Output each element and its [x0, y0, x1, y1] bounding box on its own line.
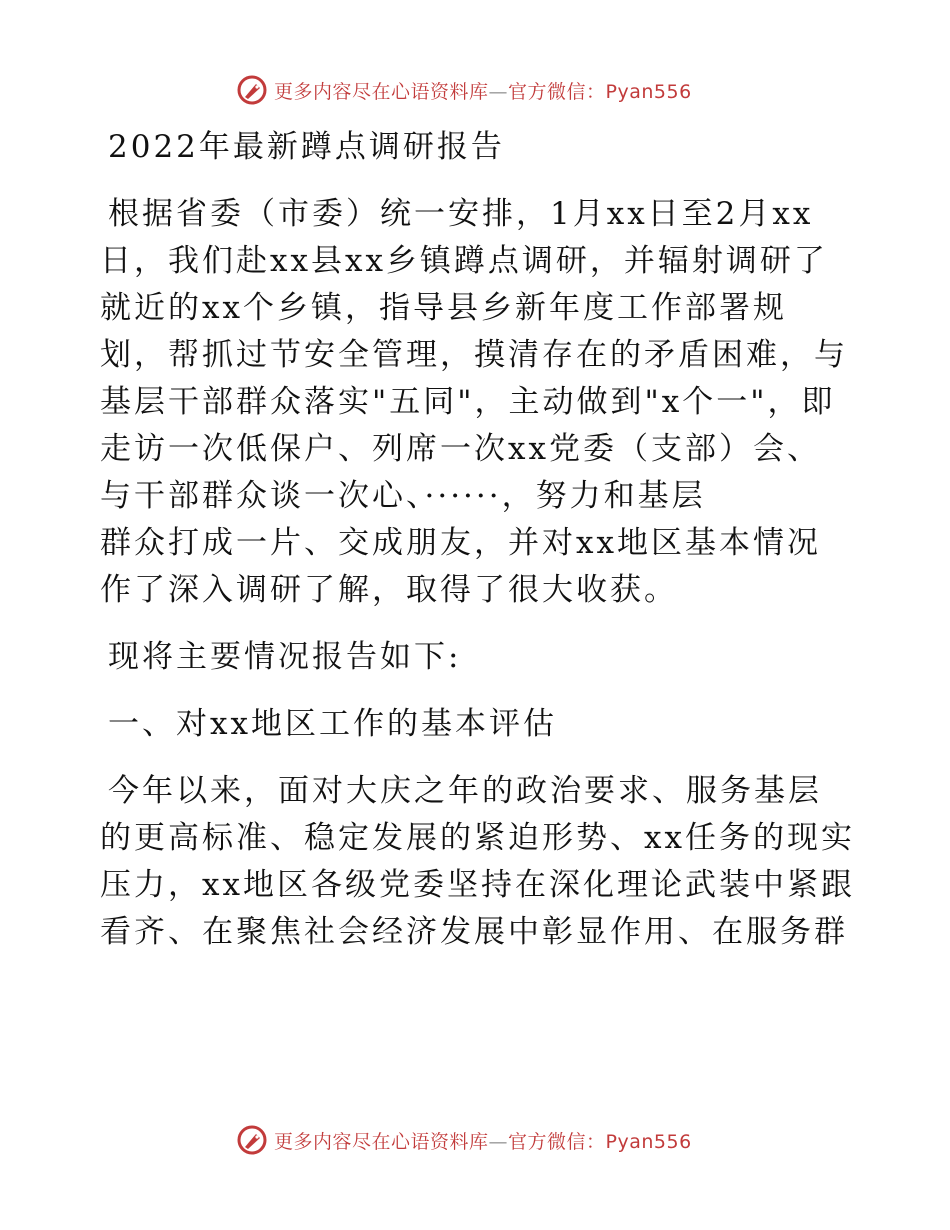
- pen-nib-circle-icon: [236, 74, 268, 106]
- spacer: [100, 681, 860, 701]
- section-heading: 一、对xx地区工作的基本评估: [108, 706, 557, 742]
- paragraph-3: [100, 768, 860, 956]
- watermark-separator: —: [488, 80, 509, 103]
- paragraph-line: 划，帮抓过节安全管理，摸清存在的矛盾困难，与: [100, 337, 848, 373]
- paragraph-line: 看齐、在聚焦社会经济发展中彰显作用、在服务群: [100, 914, 848, 950]
- pen-nib-circle-icon: [236, 1124, 268, 1156]
- watermark-handle: Pyan556: [605, 1130, 692, 1153]
- paragraph-line: 今年以来，面对大庆之年的政治要求、服务基层: [108, 773, 822, 809]
- watermark-text: [274, 77, 692, 104]
- watermark-handle: Pyan556: [605, 80, 692, 103]
- watermark-separator: —: [488, 1130, 509, 1153]
- document-title: 2022年最新蹲点调研报告: [108, 129, 505, 165]
- paragraph-line: 根据省委（市委）统一安排，1月xx日至2月xx: [108, 196, 814, 232]
- spacer: [100, 171, 860, 191]
- paragraph-line: 与干部群众谈一次心、······，努力和基层: [100, 478, 706, 514]
- watermark-brand: 更多内容尽在心语资料库: [274, 1130, 489, 1153]
- watermark-footer: [236, 1122, 692, 1158]
- watermark-text: [274, 1127, 692, 1154]
- paragraph-line: 就近的xx个乡镇，指导县乡新年度工作部署规: [100, 290, 787, 326]
- watermark-header: [236, 72, 692, 108]
- paragraph-line: 的更高标准、稳定发展的紧迫形势、xx任务的现实: [100, 820, 855, 856]
- paragraph-line: 压力，xx地区各级党委坚持在深化理论武装中紧跟: [100, 867, 855, 903]
- paragraph-2: 现将主要情况报告如下:: [108, 639, 462, 675]
- paragraph-line: 基层干部群众落实"五同"，主动做到"x个一"，即: [100, 384, 836, 420]
- spacer: [100, 614, 860, 634]
- watermark-official: 官方微信：: [508, 1130, 606, 1153]
- document-body: [100, 124, 860, 956]
- paragraph-1: [100, 191, 860, 614]
- spacer: [100, 748, 860, 768]
- paragraph-line: 走访一次低保户、列席一次xx党委（支部）会、: [100, 431, 821, 467]
- watermark-official: 官方微信：: [508, 80, 606, 103]
- paragraph-line: 日，我们赴xx县xx乡镇蹲点调研，并辐射调研了: [100, 243, 828, 279]
- watermark-brand: 更多内容尽在心语资料库: [274, 80, 489, 103]
- paragraph-line: 群众打成一片、交成朋友，并对xx地区基本情况: [100, 525, 821, 561]
- paragraph-line: 作了深入调研了解，取得了很大收获。: [100, 572, 678, 608]
